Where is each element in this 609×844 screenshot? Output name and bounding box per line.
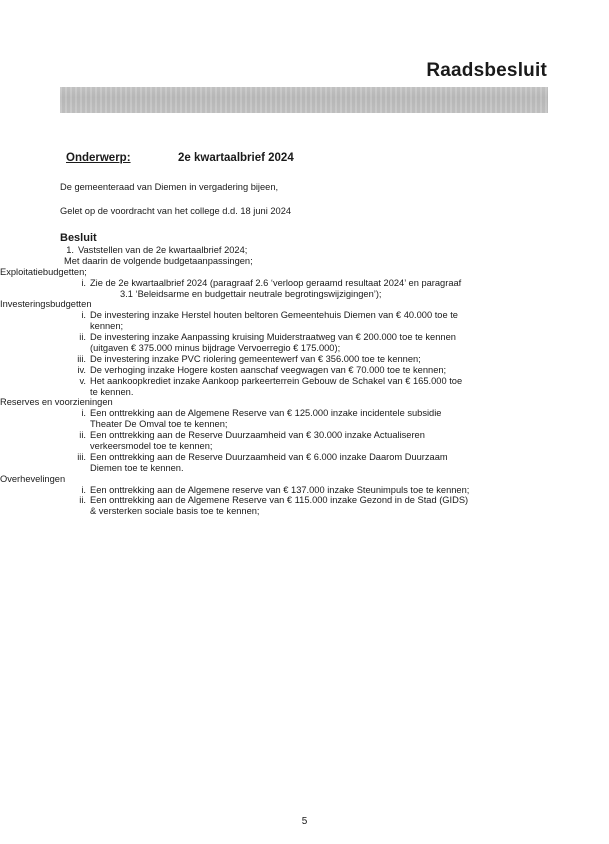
decision-text: Reserves en voorzieningen — [0, 397, 113, 408]
decision-text: De investering inzake Aanpassing kruising Muiderstraatweg van € 200.000 toe te kennen — [90, 332, 456, 343]
decision-text: Overhevelingen — [0, 473, 66, 484]
decision-line — [0, 310, 609, 321]
decision-line — [0, 376, 609, 387]
decision-line — [0, 256, 609, 267]
decision-text: De verhoging inzake Hogere kosten aanschaf veegwagen van € 70.000 toe te kennen; — [90, 364, 447, 375]
decision-text: Een onttrekking aan de Reserve Duurzaamheid van € 30.000 inzake Actualiseren — [90, 430, 425, 441]
decision-text: Een onttrekking aan de Algemene Reserve van € 125.000 inzake incidentele subsidie — [90, 408, 442, 419]
decision-text: verkeersmodel toe te kennen; — [90, 441, 213, 452]
decision-line — [0, 485, 609, 496]
list-marker: ii. — [79, 430, 86, 441]
decision-text: Een onttrekking aan de Algemene reserve van € 137.000 inzake Steunimpuls toe te kennen; — [90, 484, 470, 495]
decision-text: (uitgaven € 375.000 minus bijdrage Vervoerregio € 175.000); — [90, 343, 341, 354]
decision-line — [0, 387, 609, 398]
subject-value: 2e kwartaalbrief 2024 — [178, 152, 294, 164]
decision-line — [0, 419, 609, 430]
decision-text: Met daarin de volgende budgetaanpassingen; — [64, 255, 253, 266]
besluit-heading: Besluit — [60, 232, 97, 244]
decision-line — [0, 474, 609, 485]
decision-text: De investering inzake Herstel houten beltoren Gemeentehuis Diemen van € 40.000 toe te — [90, 310, 458, 321]
page-number: 5 — [301, 816, 308, 827]
intro-line: Gelet op de voordracht van het college d.d. 18 juni 2024 — [60, 206, 292, 216]
decision-text: Exploitatiebudgetten; — [0, 266, 87, 277]
decision-text: & versterken sociale basis toe te kennen; — [90, 506, 260, 517]
list-marker: i. — [81, 484, 86, 495]
decision-text: Vaststellen van de 2e kwartaalbrief 2024; — [78, 245, 248, 255]
decision-line — [0, 278, 609, 289]
intro-line: De gemeenteraad van Diemen in vergadering bijeen, — [60, 182, 279, 192]
decision-line — [0, 495, 609, 506]
list-marker: 1. — [66, 245, 74, 255]
decision-text: te kennen. — [90, 386, 134, 397]
list-marker: iii. — [77, 353, 86, 364]
list-marker: ii. — [79, 332, 86, 343]
decision-text: Zie de 2e kwartaalbrief 2024 (paragraaf 2.6 ‘verloop geraamd resultaat 2024’ en paragraaf — [90, 277, 462, 288]
decision-list — [0, 245, 609, 517]
list-marker: iii. — [77, 451, 86, 462]
decision-line — [0, 332, 609, 343]
decision-line — [0, 354, 609, 365]
decision-line — [0, 506, 609, 517]
decision-text: Theater De Omval toe te kennen; — [90, 419, 228, 430]
decision-text: Investeringsbudgetten — [0, 299, 92, 310]
subject-label: Onderwerp: — [66, 152, 131, 164]
list-marker: i. — [81, 277, 86, 288]
page-title: Raadsbesluit — [426, 60, 547, 81]
decision-text: Het aankoopkrediet inzake Aankoop parkeerterrein Gebouw de Schakel van € 165.000 toe — [90, 375, 463, 386]
decision-text: Een onttrekking aan de Algemene Reserve van € 115.000 inzake Gezond in de Stad (GIDS) — [90, 495, 469, 506]
header-banner — [60, 87, 548, 113]
decision-line — [0, 289, 609, 300]
decision-line — [0, 430, 609, 441]
decision-line — [0, 441, 609, 452]
decision-line — [0, 245, 609, 256]
decision-line — [0, 343, 609, 354]
decision-text: Diemen toe te kennen. — [90, 462, 184, 473]
list-marker: i. — [81, 408, 86, 419]
decision-line — [0, 267, 609, 278]
decision-line — [0, 463, 609, 474]
decision-line — [0, 365, 609, 376]
decision-text: 3.1 ‘Beleidsarme en budgettair neutrale begrotingswijzigingen’); — [120, 288, 382, 299]
list-marker: i. — [81, 310, 86, 321]
decision-line — [0, 397, 609, 408]
decision-line — [0, 408, 609, 419]
list-marker: v. — [79, 375, 86, 386]
decision-text: kennen; — [90, 321, 124, 332]
decision-line — [0, 452, 609, 463]
decision-text: Een onttrekking aan de Reserve Duurzaamheid van € 6.000 inzake Daarom Duurzaam — [90, 451, 448, 462]
subject-line — [66, 152, 294, 164]
decision-text: De investering inzake PVC riolering gemeentewerf van € 356.000 toe te kennen; — [90, 353, 421, 364]
list-marker: ii. — [79, 495, 86, 506]
decision-line — [0, 299, 609, 310]
list-marker: iv. — [77, 364, 86, 375]
decision-line — [0, 321, 609, 332]
